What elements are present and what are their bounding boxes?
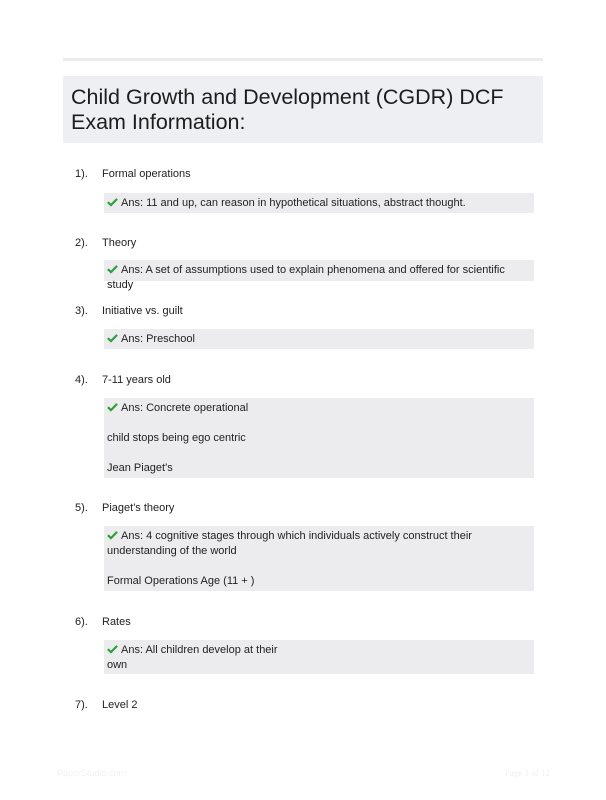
answer-note: Formal Operations Age (11 + ) [107,575,255,587]
answer-text: Ans: 11 and up, can reason in hypothetical situations, abstract thought. [121,197,466,209]
footer-site: PaperStudio.com [57,768,127,778]
question-number: 4). [75,374,88,386]
footer-page-number: Page 1 of 12 [504,768,550,778]
question-number: 6). [75,616,88,628]
question-text: Initiative vs. guilt [102,305,183,317]
answer-box [104,640,534,674]
question-text: Piaget's theory [102,502,175,514]
answer-box [104,193,534,213]
check-icon [107,264,118,274]
answer-note: Jean Piaget's [107,462,173,474]
answer-box [104,398,534,478]
answer-note: child stops being ego centric [107,432,246,444]
question-number: 2). [75,237,88,249]
question-text: Rates [102,616,131,628]
answer-text: Ans: Concrete operational [121,402,249,414]
document-title: Child Growth and Development (CGDR) DCF Exam Information: [71,85,504,134]
question-text: Formal operations [102,168,191,180]
check-icon [107,197,118,207]
top-divider [63,58,543,61]
question-number: 5). [75,502,88,514]
answer-text: Ans: All children develop at their own [107,644,278,671]
question-text: 7-11 years old [102,374,171,386]
answer-box [104,329,534,349]
question-number: 3). [75,305,88,317]
question-text: Level 2 [102,699,138,711]
answer-box [104,260,534,291]
check-icon [107,530,118,540]
check-icon [107,402,118,412]
answer-text: Ans: A set of assumptions used to explain phenomena and offered for scientific study [107,264,505,291]
title-banner [63,76,543,143]
check-icon [107,333,118,343]
check-icon [107,644,118,654]
answer-text: Ans: Preschool [121,333,195,345]
question-number: 1). [75,168,88,180]
question-text: Theory [102,237,137,249]
question-number: 7). [75,699,88,711]
answer-box [104,526,534,591]
answer-text: Ans: 4 cognitive stages through which individuals actively construct their understanding of the world [107,530,472,557]
